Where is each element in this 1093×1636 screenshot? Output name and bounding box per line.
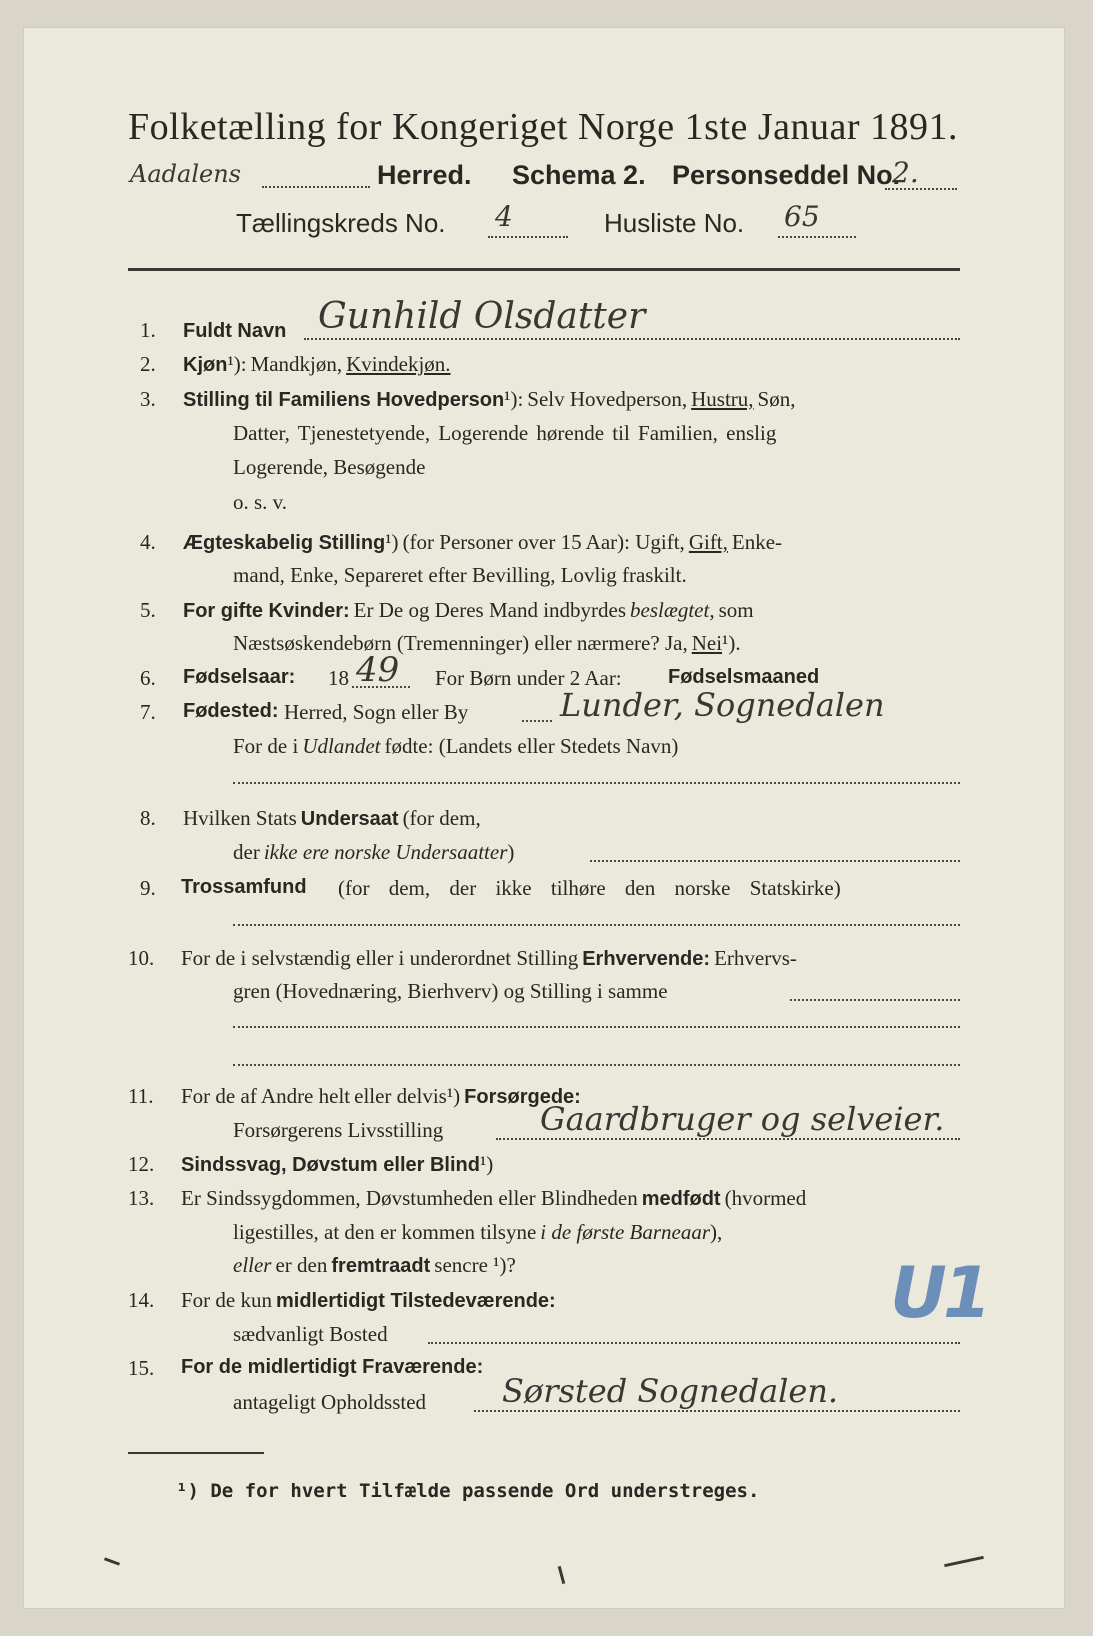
q4-label: Ægteskabelig Stilling bbox=[183, 532, 386, 554]
q10-label: Erhvervende: bbox=[582, 948, 711, 970]
q5-beslaegtet: beslægtet, bbox=[630, 598, 715, 622]
q4-number: 4. bbox=[140, 530, 156, 554]
q7-label: Fødested: bbox=[183, 700, 279, 722]
q13-line3 bbox=[233, 1253, 516, 1278]
q10-dotted-line bbox=[790, 999, 960, 1001]
q2-option-female-underlined: Kvindekjøn. bbox=[346, 352, 451, 376]
q7-line1: Herred, Sogn eller By bbox=[284, 700, 469, 724]
q11-dotted-line bbox=[496, 1138, 960, 1140]
q5-label: For gifte Kvinder: bbox=[183, 600, 350, 622]
taellingskreds-dotted-line bbox=[488, 236, 568, 238]
q9-line1: (for dem, der ikke tilhøre den norske Statskirke) bbox=[338, 876, 841, 900]
q14-number: 14. bbox=[128, 1288, 155, 1312]
q3-line2: Datter, Tjenestetyende, Logerende hørende til Familien, enslig bbox=[233, 421, 777, 445]
q8-label: Undersaat bbox=[300, 808, 399, 830]
q9-number: 9. bbox=[140, 876, 156, 900]
q5-number: 5. bbox=[140, 598, 156, 622]
husliste-number: 65 bbox=[784, 200, 820, 233]
q13-line2-ital: i de første Barneaar bbox=[540, 1220, 711, 1244]
q14-blue-pencil-mark: U1 bbox=[890, 1252, 988, 1334]
q7-number: 7. bbox=[140, 700, 156, 724]
q11-line1 bbox=[181, 1084, 581, 1109]
q13-line2-pre: ligestilles, at den er kommen tilsyne bbox=[233, 1220, 537, 1244]
q8-line2 bbox=[233, 840, 514, 865]
q5-line1 bbox=[183, 598, 754, 623]
q8-line1 bbox=[183, 806, 481, 831]
q7-line2 bbox=[233, 734, 678, 759]
taellingskreds-number: 4 bbox=[495, 200, 513, 233]
q12-sup: ¹) bbox=[479, 1152, 494, 1176]
q3-option-selv: Selv Hovedperson, bbox=[527, 387, 688, 411]
q13-fremtraadt: fremtraadt bbox=[331, 1255, 431, 1277]
personseddel-dotted-line bbox=[885, 188, 957, 190]
q6-year-prefix: 18 bbox=[328, 666, 349, 690]
q11-label: Forsørgede: bbox=[464, 1086, 581, 1108]
q8-dotted-line bbox=[590, 860, 960, 862]
q6-label: Fødselsaar: bbox=[183, 666, 296, 688]
herred-label: Herred. bbox=[377, 160, 472, 190]
q13-line2-post: ), bbox=[710, 1220, 723, 1244]
q3-option-son: Søn, bbox=[757, 387, 796, 411]
q14-line2: sædvanligt Bosted bbox=[233, 1322, 388, 1346]
q13-line1-post: (hvormed bbox=[724, 1186, 807, 1210]
q11-line1-mid: eller delvis bbox=[354, 1084, 447, 1108]
q7-line2-pre: For de i bbox=[233, 734, 299, 758]
herred-dotted-line bbox=[262, 186, 370, 188]
q10-blank-line-1 bbox=[233, 1026, 960, 1028]
q13-line1 bbox=[181, 1186, 806, 1211]
q2-number: 2. bbox=[140, 352, 156, 376]
q10-line1-post: Erhvervs- bbox=[714, 946, 797, 970]
q15-dotted-line bbox=[474, 1410, 960, 1412]
q12-label: Sindssvag, Døvstum eller Blind bbox=[181, 1154, 480, 1176]
q10-number: 10. bbox=[128, 946, 155, 970]
q4-option-enke: Enke- bbox=[731, 530, 783, 554]
q10-line1-pre: For de i selvstændig eller i underordnet Stilling bbox=[181, 946, 579, 970]
herred-handwritten: Aadalens bbox=[130, 160, 241, 188]
q5-line2 bbox=[233, 631, 741, 656]
q1-dotted-line bbox=[304, 338, 960, 340]
q6-number: 6. bbox=[140, 666, 156, 690]
q4-option-gift-underlined: Gift, bbox=[688, 530, 728, 554]
q5-text: Er De og Deres Mand indbyrdes bbox=[353, 598, 627, 622]
q5-option-nei-underlined: Nei bbox=[691, 631, 723, 655]
q11-answer-occupation: Gaardbruger og selveier. bbox=[540, 1100, 945, 1138]
q11-line1-pre: For de af Andre helt bbox=[181, 1084, 351, 1108]
q15-answer-residence: Sørsted Sognedalen. bbox=[502, 1372, 839, 1410]
q13-line1-pre: Er Sindssygdommen, Døvstumheden eller Blindheden bbox=[181, 1186, 638, 1210]
q3-label: Stilling til Familiens Hovedperson bbox=[183, 389, 505, 411]
q7-answer-birthplace: Lunder, Sognedalen bbox=[560, 686, 885, 724]
q15-label: For de midlertidigt Fraværende: bbox=[181, 1356, 484, 1378]
q8-der: der bbox=[233, 840, 260, 864]
q6-year-answer: 49 bbox=[356, 650, 400, 690]
schema-label: Schema 2. bbox=[512, 160, 646, 190]
header-rule bbox=[128, 268, 960, 271]
q9-label: Trossamfund bbox=[181, 876, 307, 898]
q12-line1 bbox=[181, 1152, 493, 1177]
q1-number: 1. bbox=[140, 318, 156, 342]
q3-number: 3. bbox=[140, 387, 156, 411]
q14-line1-pre: For de kun bbox=[181, 1288, 272, 1312]
q4-line2: mand, Enke, Separeret efter Bevilling, Lovlig fraskilt. bbox=[233, 563, 687, 587]
q3-line3: Logerende, Besøgende bbox=[233, 455, 426, 479]
q3-sup: ¹): bbox=[504, 387, 524, 411]
q14-line1 bbox=[181, 1288, 556, 1313]
q11-line2: Forsørgerens Livsstilling bbox=[233, 1118, 444, 1142]
q9-blank-line bbox=[233, 924, 960, 926]
q8-close-paren: ) bbox=[507, 840, 515, 864]
q5-line2-sup: ¹). bbox=[722, 631, 741, 655]
q3-option-hustru-underlined: Hustru, bbox=[691, 387, 754, 411]
q5-line2-text: Næstsøskendebørn (Tremenninger) eller nærmere? Ja, bbox=[233, 631, 688, 655]
q15-line2: antageligt Opholdssted bbox=[233, 1390, 427, 1414]
q8-ikke-norske: ikke ere norske Undersaatter bbox=[263, 840, 508, 864]
q2-row bbox=[183, 352, 451, 377]
q8-line1-pre: Hvilken Stats bbox=[183, 806, 297, 830]
q4-sup: ¹) bbox=[385, 530, 399, 554]
q7-dotted-line bbox=[522, 720, 552, 722]
q7-line2-post: fødte: (Landets eller Stedets Navn) bbox=[384, 734, 679, 758]
q7-blank-line bbox=[233, 782, 960, 784]
q10-blank-line-2 bbox=[233, 1064, 960, 1066]
q14-label: midlertidigt Tilstedeværende: bbox=[276, 1290, 556, 1312]
q6-under-2-text: For Børn under 2 Aar: bbox=[435, 666, 622, 690]
q13-line3-pre: er den bbox=[275, 1253, 328, 1277]
q15-number: 15. bbox=[128, 1356, 155, 1380]
q2-option-male: Mandkjøn, bbox=[250, 352, 343, 376]
q10-line2: gren (Hovednæring, Bierhverv) og Stilling i samme bbox=[233, 979, 668, 1003]
form-title: Folketælling for Kongeriget Norge 1ste Januar 1891. bbox=[128, 106, 959, 148]
q12-number: 12. bbox=[128, 1152, 155, 1176]
q13-eller: eller bbox=[233, 1253, 272, 1277]
q6-birth-month-label: Fødselsmaaned bbox=[668, 666, 820, 688]
q13-line3-post: sencre ¹)? bbox=[434, 1253, 516, 1277]
q5-som: som bbox=[718, 598, 754, 622]
q2-sup: ¹): bbox=[227, 352, 247, 376]
q1-answer-name: Gunhild Olsdatter bbox=[318, 296, 646, 337]
q10-line1 bbox=[181, 946, 797, 971]
footnote-rule bbox=[128, 1452, 264, 1454]
q13-line2 bbox=[233, 1220, 722, 1245]
q11-sup: ¹) bbox=[446, 1084, 461, 1108]
q4-text: (for Personer over 15 Aar): Ugift, bbox=[402, 530, 685, 554]
census-form-sheet bbox=[24, 28, 1064, 1608]
husliste-label: Husliste No. bbox=[604, 208, 745, 238]
q2-label: Kjøn bbox=[183, 354, 228, 376]
q7-udlandet: Udlandet bbox=[302, 734, 381, 758]
q11-number: 11. bbox=[128, 1084, 154, 1108]
personseddel-label: Personseddel No. bbox=[672, 160, 901, 190]
q8-number: 8. bbox=[140, 806, 156, 830]
q6-year-dotted-line bbox=[352, 686, 410, 688]
q3-line4: o. s. v. bbox=[233, 490, 288, 514]
husliste-dotted-line bbox=[778, 236, 856, 238]
q14-dotted-line bbox=[428, 1342, 960, 1344]
q4-line1 bbox=[183, 530, 782, 555]
q3-line1 bbox=[183, 387, 795, 412]
taellingskreds-label: Tællingskreds No. bbox=[236, 208, 446, 238]
q13-number: 13. bbox=[128, 1186, 155, 1210]
q13-medfoedt: medfødt bbox=[641, 1188, 721, 1210]
footnote: ¹) De for hvert Tilfælde passende Ord understreges. bbox=[176, 1480, 760, 1502]
personseddel-number: 2. bbox=[892, 156, 919, 189]
q8-line1-post: (for dem, bbox=[402, 806, 481, 830]
q1-label: Fuldt Navn bbox=[183, 320, 287, 342]
